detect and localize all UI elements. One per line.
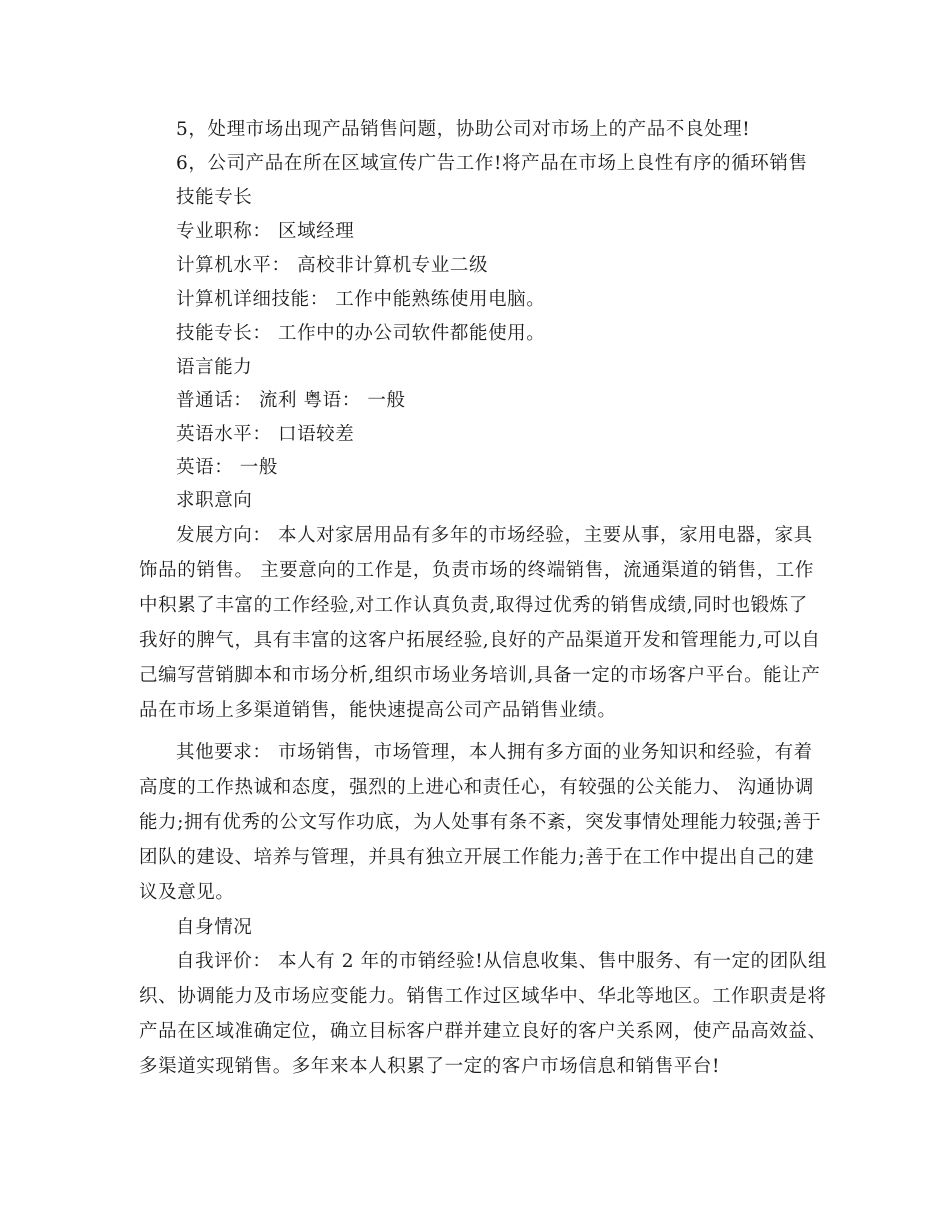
- paragraph-line: 饰品的销售。 主要意向的工作是，负责市场的终端销售，流通渠道的销售，工作: [139, 560, 814, 581]
- section-heading: 语言能力: [176, 357, 253, 378]
- paragraph-line: 其他要求： 市场销售，市场管理，本人拥有多方面的业务知识和经验，有着: [176, 742, 813, 763]
- text-line: 专业职称： 区域经理: [176, 221, 355, 242]
- text-line: 计算机水平： 高校非计算机专业二级: [176, 255, 489, 276]
- paragraph-line: 高度的工作热诚和态度，强烈的上进心和责任心，有较强的公关能力、 沟通协调: [139, 777, 814, 798]
- section-heading: 自身情况: [176, 917, 253, 938]
- section-heading: 技能专长: [176, 187, 253, 208]
- text-line: 计算机详细技能： 工作中能熟练使用电脑。: [176, 289, 546, 310]
- paragraph-line: 议及意见。: [139, 882, 235, 903]
- text-line: 5，处理市场出现产品销售问题，协助公司对市场上的产品不良处理!: [176, 119, 751, 140]
- paragraph-line: 品在市场上多渠道销售，能快速提高公司产品销售业绩。: [139, 700, 617, 721]
- text-line: 6，公司产品在所在区域宣传广告工作!将产品在市场上良性有序的循环销售: [176, 153, 808, 174]
- paragraph-line: 自我评价： 本人有 2 年的市销经验!从信息收集、售中服务、有一定的团队组: [176, 951, 828, 972]
- paragraph-line: 我好的脾气，具有丰富的这客户拓展经验,良好的产品渠道开发和管理能力,可以自: [139, 630, 821, 651]
- paragraph-line: 己编写营销脚本和市场分析,组织市场业务培训,具备一定的市场客户平台。能让产: [139, 665, 821, 686]
- paragraph-line: 能力;拥有优秀的公文写作功底，为人处事有条不紊，突发事情处理能力较强;善于: [139, 812, 822, 833]
- paragraph-line: 产品在区域准确定位，确立目标客户群并建立良好的客户关系网，使产品高效益、: [139, 1021, 827, 1042]
- paragraph-line: 发展方向： 本人对家居用品有多年的市场经验，主要从事，家用电器，家具: [176, 525, 813, 546]
- text-line: 英语水平： 口语较差: [176, 424, 355, 445]
- section-heading: 求职意向: [176, 490, 253, 511]
- text-line: 英语： 一般: [176, 457, 278, 478]
- text-line: 技能专长： 工作中的办公司软件都能使用。: [176, 323, 546, 344]
- text-line: 普通话： 流利 粤语： 一般: [176, 390, 406, 411]
- paragraph-line: 中积累了丰富的工作经验,对工作认真负责,取得过优秀的销售成绩,同时也锻炼了: [139, 595, 808, 616]
- paragraph-line: 多渠道实现销售。多年来本人积累了一定的客户市场信息和销售平台!: [139, 1056, 721, 1077]
- paragraph-line: 团队的建设、培养与管理，并具有独立开展工作能力;善于在工作中提出自己的建: [139, 847, 815, 868]
- paragraph-line: 织、协调能力及市场应变能力。销售工作过区域华中、华北等地区。工作职责是将: [139, 986, 827, 1007]
